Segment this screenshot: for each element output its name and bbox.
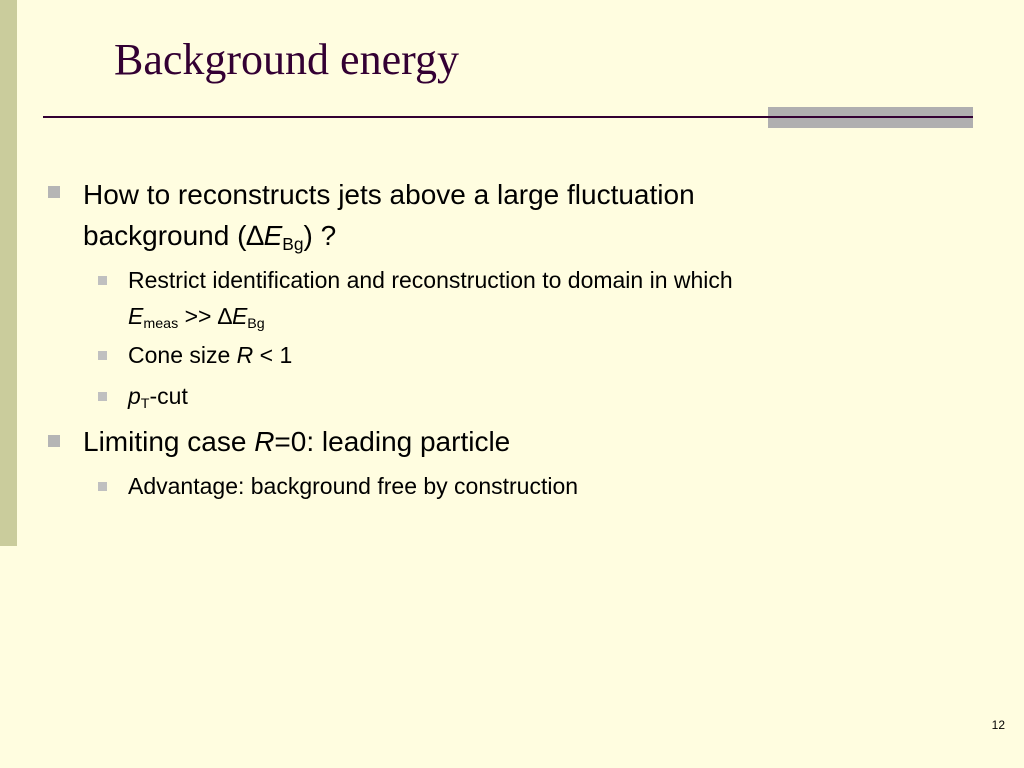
bullet-2-end: =0: leading particle: [274, 426, 511, 457]
sub-bullet-1-2-text: Cone size: [128, 342, 237, 368]
bullet-2-start: Limiting case: [83, 426, 255, 457]
sub-bullet-square-icon: [98, 482, 107, 491]
sub-bullet-1-3-text: -cut: [149, 383, 188, 409]
bullet-square-icon: [48, 435, 60, 447]
energy-symbol: E: [231, 303, 248, 329]
much-greater-than: >>: [178, 303, 218, 329]
radius-symbol: R: [236, 342, 254, 368]
sub-bullet-2-1: [128, 468, 578, 504]
sub-bullet-1-1-line2: [128, 298, 265, 334]
left-decorative-bar: [0, 0, 17, 546]
bullet-1-line1: How to reconstructs jets above a large fluctuation: [83, 179, 695, 210]
subscript-bg: Bg: [282, 233, 304, 254]
subscript-bg: Bg: [247, 315, 265, 332]
bullet-2-text: [83, 421, 510, 462]
bullet-square-icon: [48, 186, 60, 198]
subscript-meas: meas: [143, 315, 179, 332]
radius-symbol: R: [254, 426, 275, 457]
sub-bullet-1-3: [128, 378, 188, 414]
sub-bullet-square-icon: [98, 392, 107, 401]
momentum-symbol: p: [128, 383, 141, 409]
sub-bullet-1-1-text: Restrict identification and reconstruction to domain in which: [128, 267, 733, 293]
sub-bullet-1-1-line1: [128, 262, 733, 298]
page-number: 12: [991, 718, 1005, 732]
sub-bullet-2-1-text: Advantage: background free by construction: [128, 473, 579, 499]
bullet-1-text-line2: [83, 215, 336, 256]
energy-symbol: E: [263, 220, 283, 251]
slide-title: Background energy: [114, 35, 459, 84]
delta-symbol: ∆: [217, 303, 232, 329]
bullet-1-text-line1: [83, 174, 695, 215]
sub-bullet-square-icon: [98, 351, 107, 360]
bullet-1-line2-end: ) ?: [303, 220, 337, 251]
bullet-1-line2-start: background (: [83, 220, 247, 251]
title-accent-line: [768, 116, 973, 118]
sub-bullet-square-icon: [98, 276, 107, 285]
subscript-t: T: [140, 395, 150, 412]
delta-symbol: ∆: [246, 220, 264, 251]
energy-symbol: E: [128, 303, 144, 329]
sub-bullet-1-2: [128, 337, 292, 373]
sub-bullet-1-2-end: < 1: [253, 342, 293, 368]
